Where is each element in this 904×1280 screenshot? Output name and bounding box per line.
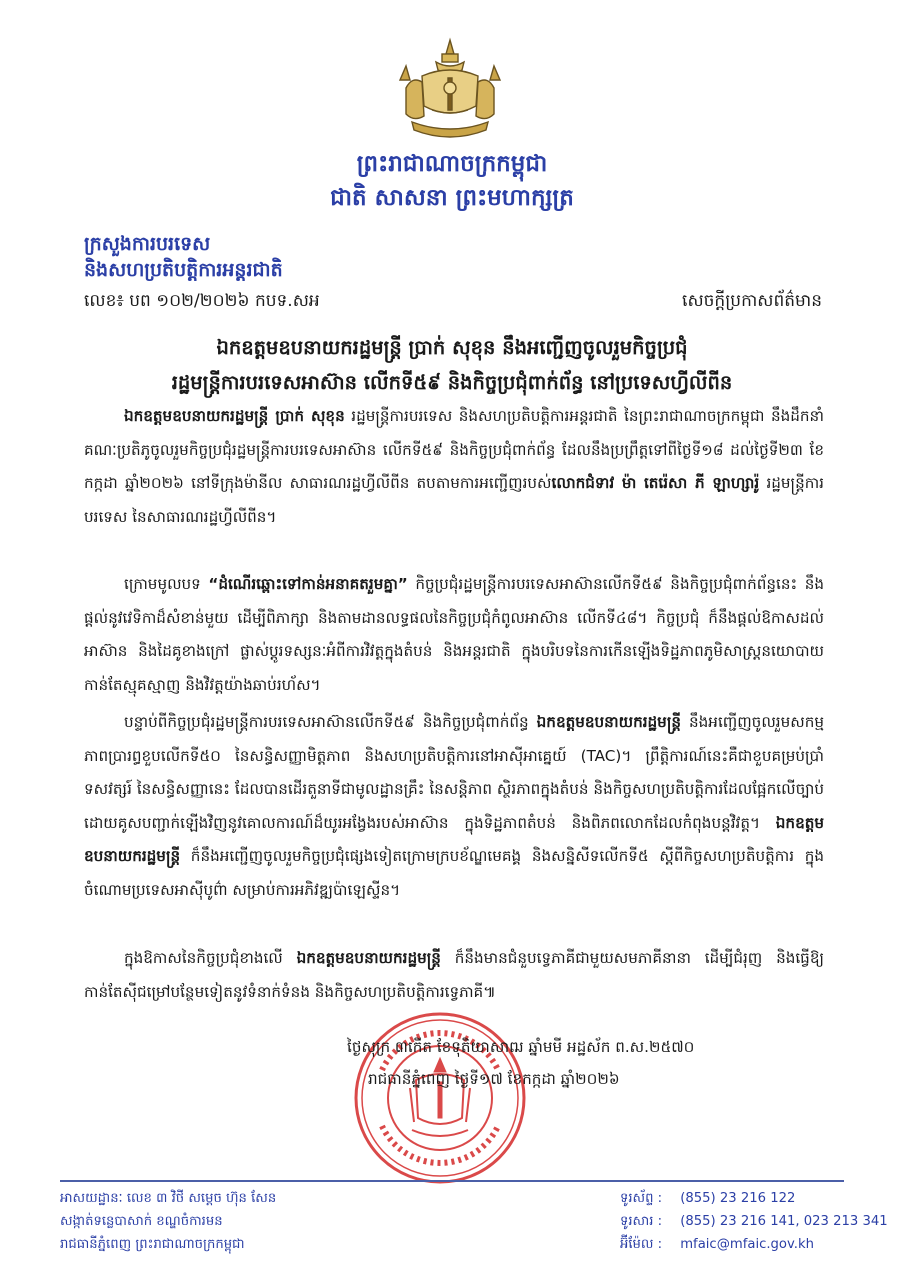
paragraph-4-text-end: ក៏នឹងមានជំនួបទ្វេភាគីជាមួយសមភាគីនានា ដើម្បីជំរុញ និងធ្វើឱ្យកាន់តែស៊ីជម្រៅបន្ថែមទៀតនូវទំនាក់ទំនង និងកិច្ចសហប្រតិបត្តិការទ្វេភាគី៕: [84, 949, 824, 1001]
fax-value: (855) 23 216 141, 023 213 341: [680, 1214, 888, 1229]
reference-number: លេខ៖ បព ១០២/២០២៦ កបទ.សអ: [84, 291, 320, 311]
fax-label: ទូរសារ :: [620, 1214, 663, 1229]
national-motto: ជាតិ សាសនា ព្រះមហាក្សត្រ: [330, 185, 574, 211]
royal-coat-of-arms-icon: [392, 36, 508, 148]
footer-email: [620, 1236, 814, 1255]
paragraph-3: [84, 706, 824, 907]
paragraph-3-text: បន្ទាប់ពីកិច្ចប្រជុំរដ្ឋមន្ត្រីការបរទេសអាស៊ានលើកទី៥៩ និងកិច្ចប្រជុំពាក់ព័ន្ធ: [124, 713, 537, 731]
paragraph-3-bold-2: ឯកឧត្តមឧបនាយករដ្ឋមន្ត្រី: [84, 813, 824, 865]
paragraph-2-text: ក្រោមមូលបទ: [124, 575, 209, 593]
paragraph-4-bold: ឯកឧត្តមឧបនាយករដ្ឋមន្ត្រី: [296, 949, 441, 967]
ministry-name-line1: ក្រសួងការបរទេស: [84, 233, 211, 255]
paragraph-3-text-end: ក៏នឹងអញ្ជើញចូលរួមកិច្ចប្រជុំផ្សេងទៀតក្រោមក្របខ័ណ្ឌមេគង្គ និងសន្និសីទលើកទី៥ ស្តីពីកិច្ចសហប្រតិបត្តិការ ក្នុងចំណោមប្រទេសអាស៊ីបូព៌ា សម្រាប់ការអភិវឌ្ឍប៉ាឡេស្ទីន។: [84, 847, 824, 899]
footer-phone: [620, 1190, 795, 1209]
kingdom-title: ព្រះរាជាណាចក្រកម្ពុជា: [356, 151, 548, 177]
email-label: អ៊ីម៉ែល :: [620, 1237, 663, 1252]
paragraph-2-text-end: កិច្ចប្រជុំរដ្ឋមន្ត្រីការបរទេសអាស៊ានលើកទី៥៩ និងកិច្ចប្រជុំពាក់ព័ន្ធនេះ នឹងផ្តល់នូវវេទិកាដ៏សំខាន់មួយ ដើម្បីពិភាក្សា និងតាមដានលទ្ធផលនៃកិច្ចប្រជុំកំពូលអាស៊ាន លើកទី៤៨។ កិច្ចប្រជុំ ក៏នឹងផ្តល់ឱកាសដល់អាស៊ាន និងដៃគូខាងក្រៅ ផ្លាស់ប្តូរទស្សនៈអំពីការវិវត្តក្នុងតំបន់ និងអន្តរជាតិ ក្នុងបរិបទនៃការកើនឡើងទិដ្ឋភាពភូមិសាស្ត្រនយោបាយកាន់តែស្មុគស្មាញ និងវិវត្តយ៉ាងឆាប់រហ័ស។: [84, 575, 824, 694]
paragraph-3-bold: ឯកឧត្តមឧបនាយករដ្ឋមន្ត្រី: [536, 713, 681, 731]
ministry-name-line2: និងសហប្រតិបត្តិការអន្តរជាតិ: [84, 259, 283, 281]
paragraph-1-text: រដ្ឋមន្ត្រីការបរទេស និងសហប្រតិបត្តិការអន្តរជាតិ នៃព្រះរាជាណាចក្រកម្ពុជា នឹងដឹកនាំគណៈប្រតិភូចូលរួមកិច្ចប្រជុំរដ្ឋមន្ត្រីការបរទេសអាស៊ាន លើកទី៥៩ និងកិច្ចប្រជុំពាក់ព័ន្ធ ដែលនឹងប្រព្រឹត្តទៅពីថ្ងៃទី១៨ ដល់ថ្ងៃទី២៣ ខែកក្កដា ឆ្នាំ២០២៦ នៅទីក្រុងម៉ានីល សាធារណរដ្ឋហ្វីលីពីន តបតាមការអញ្ជើញរបស់: [84, 407, 824, 492]
paragraph-3-text-mid: នឹងអញ្ជើញចូលរួមសកម្មភាពប្រារព្ធខួបលើកទី៥០ នៃសន្ធិសញ្ញាមិត្តភាព និងសហប្រតិបត្តិការនៅអាស៊ីអាគ្នេយ៍ (TAC)។ ព្រឹត្តិការណ៍នេះគឺជាខួបគម្រប់ប្រាំទសវត្សរ៍ នៃសន្ធិសញ្ញានេះ ដែលបានដើរតួនាទីជាមូលដ្ឋានគ្រឹះ នៃសន្តិភាព ស្ថិរភាពក្នុងតំបន់ និងកិច្ចសហប្រតិបត្តិការដែលផ្អែកលើច្បាប់ ដោយគូសបញ្ជាក់ឡើងវិញនូវគោលការណ៍ដ៏យូរអង្វែងរបស់អាស៊ាន ក្នុងទិដ្ឋភាពតំបន់ និងពិភពលោកដែលកំពុងបន្តវិវត្ត។: [84, 713, 824, 832]
paragraph-4-text: ក្នុងឱកាសនៃកិច្ចប្រជុំខាងលើ: [124, 949, 297, 967]
footer-address-line1: អាសយដ្ឋានៈ លេខ ៣ វិថី សម្តេច ហ៊ុន សែន: [60, 1191, 277, 1206]
footer-address-line2: សង្កាត់ទន្លេបាសាក់ ខណ្ឌចំការមន: [60, 1214, 223, 1229]
paragraph-2-theme: “ដំណើរឆ្ពោះទៅកាន់អនាគតរួមគ្នា”: [208, 575, 408, 593]
official-seal-icon: [352, 1010, 528, 1186]
paragraph-1-bold-name: ឯកឧត្តមឧបនាយករដ្ឋមន្ត្រី ប្រាក់ សុខុន: [124, 407, 345, 425]
phone-label: ទូរស័ព្ទ :: [620, 1191, 663, 1206]
document-type: សេចក្តីប្រកាសព័ត៌មាន: [682, 291, 822, 311]
footer-fax: [620, 1213, 888, 1232]
phone-value: (855) 23 216 122: [680, 1191, 796, 1206]
paragraph-1-bold-host: លោកជំទាវ ម៉ា តេរ៉េសា ភី ឡាហ្សារ៉ូ: [551, 474, 760, 492]
footer-address-line3: រាជធានីភ្នំពេញ ព្រះរាជាណាចក្រកម្ពុជា: [60, 1237, 245, 1252]
headline-line1: ឯកឧត្តមឧបនាយករដ្ឋមន្ត្រី ប្រាក់ សុខុន នឹងអញ្ជើញចូលរួមកិច្ចប្រជុំ: [216, 336, 688, 359]
email-link[interactable]: mfaic@mfaic.gov.kh: [680, 1237, 814, 1252]
lunar-date: ថ្ងៃសុក្រ ៣កើត ខែទុតិយាសាឍ ឆ្នាំមមី អដ្ឋស័ក ព.ស.២៥៧០: [347, 1038, 695, 1056]
paragraph-1: [84, 400, 824, 534]
paragraph-1-text-end: រដ្ឋមន្ត្រីការបរទេស នៃសាធារណរដ្ឋហ្វីលីពីន។: [84, 474, 824, 526]
paragraph-4: [84, 942, 824, 1009]
footer-divider: [60, 1180, 844, 1182]
paragraph-2: [84, 568, 824, 702]
headline-line2: រដ្ឋមន្ត្រីការបរទេសអាស៊ាន លើកទី៥៩ និងកិច្ចប្រជុំពាក់ព័ន្ធ នៅប្រទេសហ្វីលីពីន: [171, 371, 733, 394]
solar-date: រាជធានីភ្នំពេញ ថ្ងៃទី១៧ ខែកក្កដា ឆ្នាំ២០២៦: [368, 1070, 620, 1088]
